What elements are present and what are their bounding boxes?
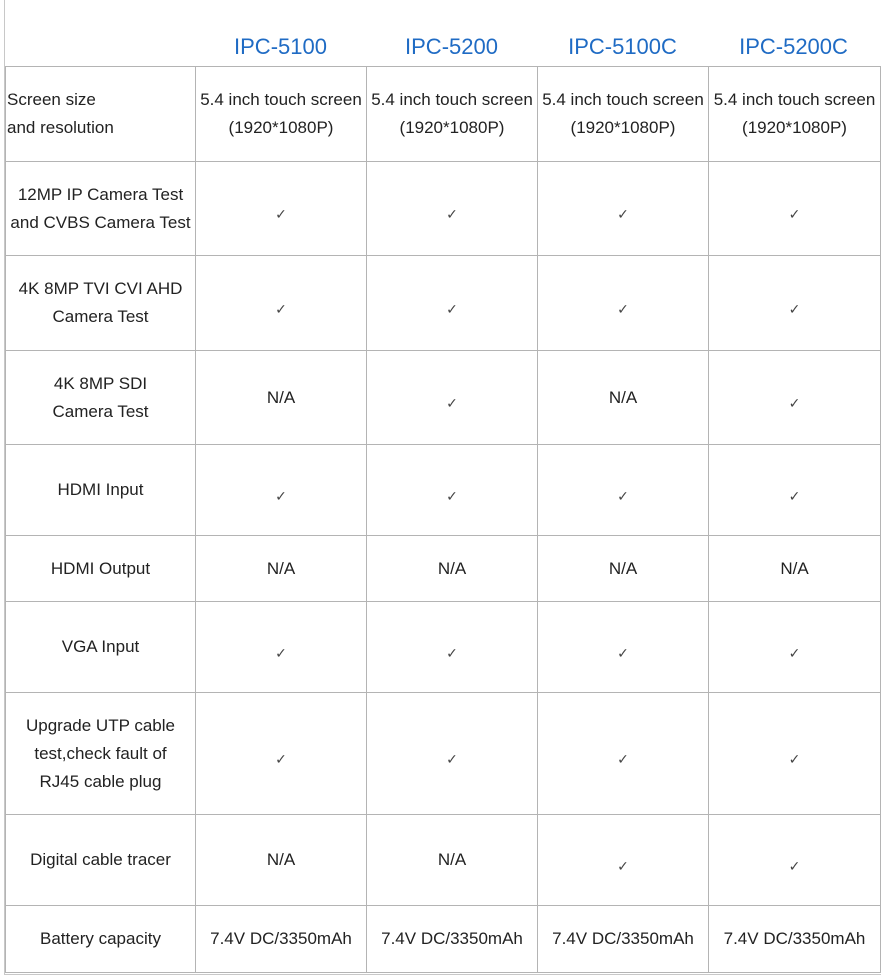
- feature-label: Camera Test: [52, 307, 149, 326]
- value-cell: [367, 67, 538, 162]
- feature-label: Camera Test: [52, 401, 149, 421]
- value-cell: [367, 815, 538, 906]
- feature-cell: [6, 602, 196, 693]
- feature-label: 12MP IP Camera Test: [17, 184, 184, 204]
- value-cell: [538, 351, 709, 445]
- value-cell: [196, 67, 367, 162]
- checkmark-icon: ✓: [446, 752, 458, 768]
- value-cell: [367, 536, 538, 602]
- value-text: 5.4 inch touch screen: [542, 90, 704, 109]
- feature-label: and resolution: [7, 118, 114, 137]
- feature-cell: [6, 693, 196, 815]
- table-row: [6, 815, 881, 906]
- feature-label: VGA Input: [61, 637, 140, 656]
- value-text: N/A: [780, 558, 809, 578]
- value-text: (1920*1080P): [570, 118, 676, 137]
- value-cell: [367, 906, 538, 973]
- feature-cell: [6, 906, 196, 973]
- value-text: (1920*1080P): [742, 118, 847, 137]
- value-cell: [367, 256, 538, 351]
- feature-label: Upgrade UTP cable: [26, 715, 175, 735]
- feature-cell: [6, 815, 196, 906]
- value-cell: [196, 693, 367, 815]
- feature-label: 4K 8MP SDI: [53, 373, 148, 393]
- value-cell: [709, 906, 881, 973]
- value-cell: [709, 67, 881, 162]
- value-text: (1920*1080P): [399, 118, 505, 137]
- value-cell: [367, 162, 538, 256]
- checkmark-icon: ✓: [788, 207, 801, 223]
- table-row: [6, 351, 881, 445]
- table-row: [6, 693, 881, 815]
- model-header: IPC-5200C: [739, 34, 848, 59]
- value-cell: [367, 602, 538, 693]
- feature-cell: [6, 536, 196, 602]
- value-cell: [196, 256, 367, 351]
- value-cell: [196, 815, 367, 906]
- checkmark-icon: ✓: [446, 488, 458, 505]
- value-cell: [709, 815, 881, 906]
- value-cell: [538, 162, 709, 256]
- value-cell: [196, 906, 367, 973]
- value-text: N/A: [266, 558, 296, 578]
- value-cell: [196, 445, 367, 536]
- model-header: IPC-5100C: [568, 34, 677, 59]
- table-row: [6, 536, 881, 602]
- table-row: [6, 445, 881, 536]
- value-text: 7.4V DC/3350mAh: [381, 929, 523, 948]
- value-cell: [196, 351, 367, 445]
- value-cell: [709, 445, 881, 536]
- feature-cell: [6, 162, 196, 256]
- value-cell: [709, 256, 881, 351]
- checkmark-icon: ✓: [275, 488, 287, 505]
- feature-label: 4K 8MP TVI CVI AHD: [18, 279, 183, 298]
- feature-label: Screen size: [7, 90, 96, 109]
- checkmark-icon: ✓: [617, 752, 629, 768]
- spec-table-body: [6, 67, 881, 973]
- checkmark-icon: ✓: [446, 301, 458, 318]
- value-cell: [367, 693, 538, 815]
- checkmark-icon: ✓: [788, 488, 801, 505]
- feature-label: and CVBS Camera Test: [10, 212, 191, 232]
- feature-cell: [6, 445, 196, 536]
- feature-cell: [6, 67, 196, 162]
- table-row: [6, 256, 881, 351]
- value-text: 5.4 inch touch screen: [371, 90, 533, 109]
- checkmark-icon: ✓: [446, 396, 458, 412]
- feature-cell: [6, 351, 196, 445]
- model-header: IPC-5100: [234, 34, 327, 59]
- checkmark-icon: ✓: [788, 858, 801, 875]
- checkmark-icon: ✓: [617, 488, 629, 505]
- value-cell: [538, 602, 709, 693]
- value-cell: [367, 445, 538, 536]
- feature-cell: [6, 256, 196, 351]
- checkmark-icon: ✓: [446, 207, 458, 223]
- value-text: N/A: [266, 850, 296, 869]
- value-text: 5.4 inch touch screen: [200, 90, 362, 109]
- value-text: 7.4V DC/3350mAh: [723, 929, 866, 948]
- checkmark-icon: ✓: [275, 301, 287, 318]
- feature-label: Battery capacity: [40, 929, 161, 948]
- checkmark-icon: ✓: [275, 645, 287, 662]
- value-text: N/A: [437, 850, 467, 869]
- value-text: 5.4 inch touch screen: [713, 90, 876, 109]
- checkmark-icon: ✓: [617, 858, 629, 875]
- value-cell: [196, 602, 367, 693]
- checkmark-icon: ✓: [275, 207, 287, 223]
- checkmark-icon: ✓: [617, 301, 629, 318]
- table-row: [6, 906, 881, 973]
- value-text: N/A: [608, 558, 638, 578]
- feature-label: test,check fault of: [34, 743, 167, 763]
- checkmark-icon: ✓: [788, 301, 801, 318]
- table-row: [6, 602, 881, 693]
- feature-label: HDMI Output: [50, 558, 151, 578]
- value-text: 7.4V DC/3350mAh: [210, 929, 352, 948]
- checkmark-icon: ✓: [617, 207, 629, 223]
- value-text: 7.4V DC/3350mAh: [552, 929, 694, 948]
- feature-label: HDMI Input: [57, 480, 144, 499]
- model-header-row: [195, 30, 880, 64]
- checkmark-icon: ✓: [617, 645, 629, 662]
- value-cell: [538, 256, 709, 351]
- checkmark-icon: ✓: [275, 752, 287, 768]
- model-header: IPC-5200: [405, 34, 498, 59]
- value-cell: [367, 351, 538, 445]
- value-cell: [538, 536, 709, 602]
- value-cell: [538, 906, 709, 973]
- value-cell: [196, 162, 367, 256]
- value-text: N/A: [437, 558, 467, 578]
- table-row: [6, 162, 881, 256]
- checkmark-icon: ✓: [446, 645, 458, 662]
- checkmark-icon: ✓: [788, 396, 801, 412]
- value-cell: [538, 445, 709, 536]
- value-cell: [709, 693, 881, 815]
- value-cell: [538, 67, 709, 162]
- spec-comparison-table: [5, 66, 881, 973]
- table-row: [6, 67, 881, 162]
- feature-label: RJ45 cable plug: [39, 771, 162, 791]
- value-text: N/A: [608, 387, 638, 407]
- value-cell: [538, 693, 709, 815]
- value-text: N/A: [266, 387, 296, 407]
- checkmark-icon: ✓: [788, 752, 801, 768]
- value-cell: [709, 162, 881, 256]
- value-text: (1920*1080P): [228, 118, 334, 137]
- value-cell: [709, 351, 881, 445]
- value-cell: [709, 536, 881, 602]
- value-cell: [538, 815, 709, 906]
- checkmark-icon: ✓: [788, 645, 801, 662]
- feature-label: Digital cable tracer: [30, 850, 171, 869]
- value-cell: [196, 536, 367, 602]
- value-cell: [709, 602, 881, 693]
